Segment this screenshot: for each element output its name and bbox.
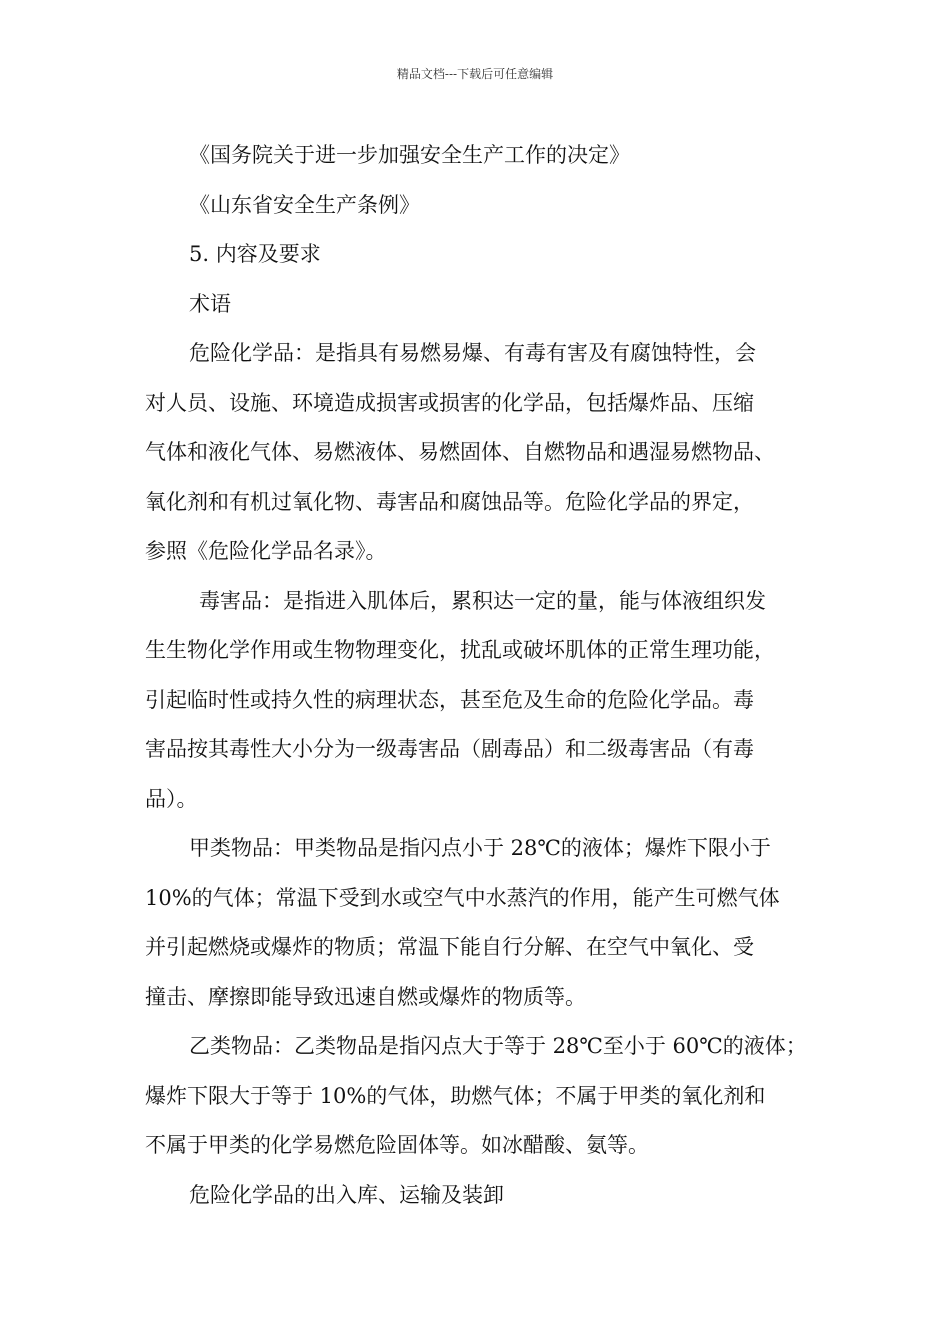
paragraph-line: 引起临时性或持久性的病理状态，甚至危及生命的危险化学品。毒 <box>145 687 754 712</box>
section-heading: 危险化学品的出入库、运输及装卸 <box>189 1182 504 1207</box>
paragraph-line: 害品按其毒性大小分为一级毒害品（剧毒品）和二级毒害品（有毒 <box>145 737 754 761</box>
paragraph-line: 不属于甲类的化学易燃危险固体等。如冰醋酸、氨等。 <box>145 1133 649 1157</box>
paragraph-line: 10%的气体；常温下受到水或空气中水蒸汽的作用，能产生可燃气体 <box>145 885 780 910</box>
paragraph-line: 甲类物品：甲类物品是指闪点小于 28℃的液体；爆炸下限小于 <box>189 836 771 860</box>
section-heading: 5. 内容及要求 <box>189 242 321 266</box>
page-header: 精品文档---下载后可任意编辑 <box>396 67 554 81</box>
paragraph-line: 危险化学品：是指具有易燃易爆、有毒有害及有腐蚀特性，会 <box>189 341 756 365</box>
document-body <box>145 131 835 1220</box>
subsection-heading: 术语 <box>189 291 231 316</box>
paragraph-line: 乙类物品：乙类物品是指闪点大于等于 28℃至小于 60℃的液体； <box>189 1034 807 1058</box>
paragraph-line: 对人员、设施、环境造成损害或损害的化学品，包括爆炸品、压缩 <box>145 390 754 415</box>
paragraph-line: 撞击、摩擦即能导致迅速自燃或爆炸的物质等。 <box>145 984 586 1009</box>
paragraph-line: 爆炸下限大于等于 10%的气体，助燃气体；不属于甲类的氧化剂和 <box>145 1083 766 1108</box>
paragraph-line: 生生物化学作用或生物物理变化，扰乱或破坏肌体的正常生理功能， <box>145 638 775 662</box>
paragraph-line: 气体和液化气体、易燃液体、易燃固体、自燃物品和遇湿易燃物品、 <box>145 440 775 464</box>
reference-line: 《山东省安全生产条例》 <box>189 192 420 217</box>
paragraph-line: 氧化剂和有机过氧化物、毒害品和腐蚀品等。危险化学品的界定， <box>145 489 754 514</box>
paragraph-line: 品）。 <box>145 786 198 811</box>
paragraph-line: 并引起燃烧或爆炸的物质；常温下能自行分解、在空气中氧化、受 <box>145 935 754 959</box>
reference-line: 《国务院关于进一步加强安全生产工作的决定》 <box>189 143 630 167</box>
paragraph-line: 参照《危险化学品名录》。 <box>145 539 387 563</box>
paragraph-line: 毒害品：是指进入肌体后，累积达一定的量，能与体液组织发 <box>199 588 766 613</box>
